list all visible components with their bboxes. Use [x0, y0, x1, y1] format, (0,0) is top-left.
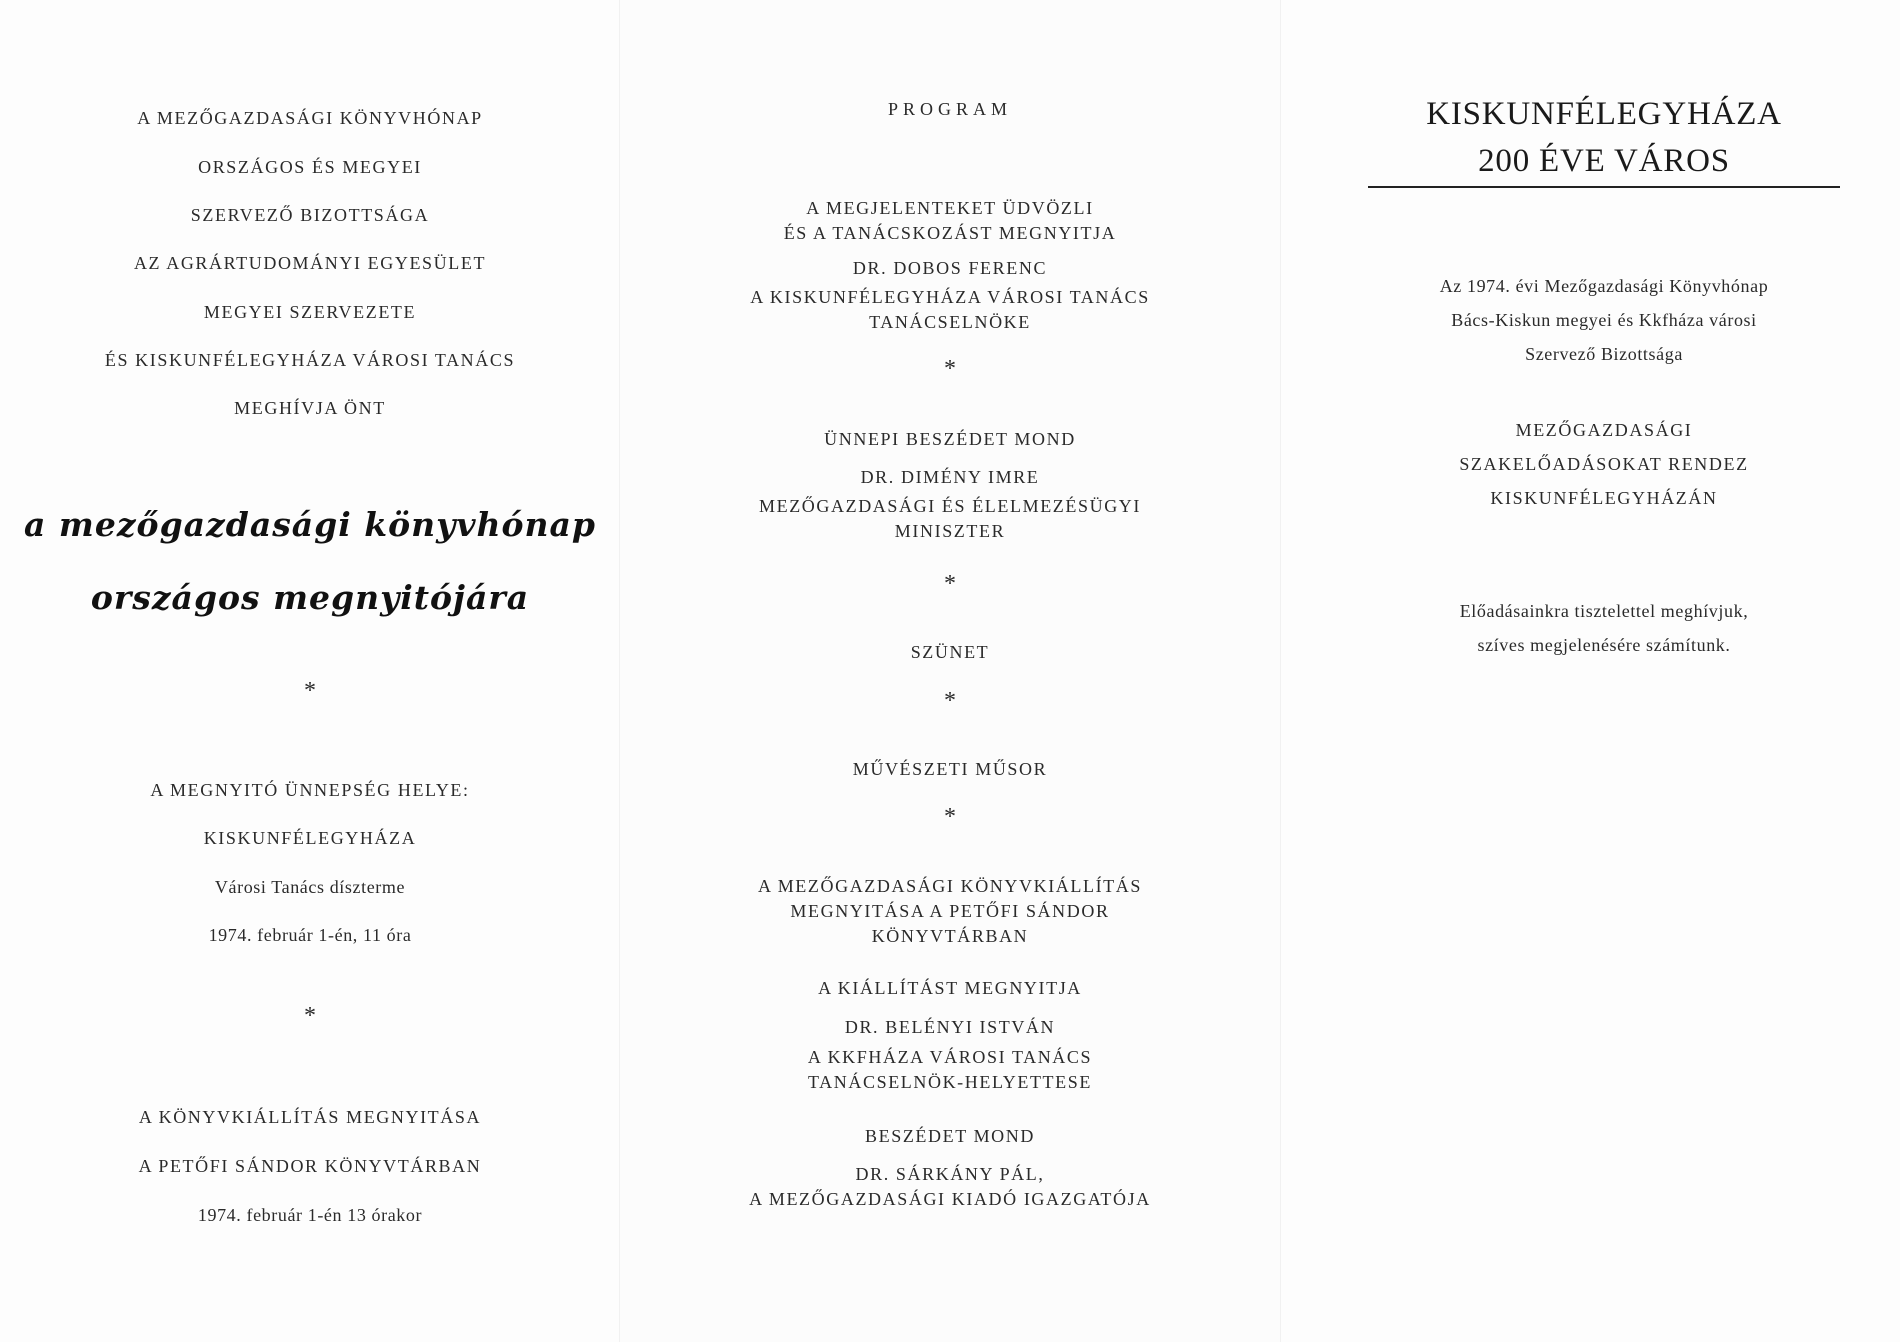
- lecture-announcement: KISKUNFÉLEGYHÁZÁN: [1490, 488, 1718, 508]
- cover-panel: [1280, 0, 1900, 1342]
- exhibition-line: A KÖNYVKIÁLLÍTÁS MEGNYITÁSA: [138, 1107, 482, 1127]
- title-underline: [1368, 186, 1840, 188]
- separator-star: *: [304, 1003, 316, 1029]
- organizer-line: ORSZÁGOS ÉS MEGYEI: [198, 157, 422, 177]
- program-text: KÖNYVTÁRBAN: [871, 926, 1029, 946]
- program-text: ÉS A TANÁCSKOZÁST MEGNYITJA: [783, 223, 1117, 243]
- organizer-line: SZERVEZŐ BIZOTTSÁGA: [190, 205, 430, 225]
- program-item-speech: ÜNNEPI BESZÉDET MOND: [824, 429, 1076, 449]
- venue-time: 1974. február 1-én, 11 óra: [208, 925, 412, 945]
- organizer-text: Bács-Kiskun megyei és Kkfháza városi: [1451, 310, 1757, 330]
- program-text: TANÁCSELNÖK-HELYETTESE: [808, 1072, 1092, 1092]
- script-title-line: a mezőgazdasági könyvhónap: [24, 505, 596, 544]
- program-heading: PROGRAM: [887, 99, 1013, 119]
- program-item-exhibition-opening: A KIÁLLÍTÁST MEGNYITJA: [818, 978, 1082, 998]
- program-text: MEGNYITÁSA A PETŐFI SÁNDOR: [790, 901, 1110, 921]
- venue-heading: A MEGNYITÓ ÜNNEPSÉG HELYE:: [150, 780, 470, 800]
- exhibition-line: A PETŐFI SÁNDOR KÖNYVTÁRBAN: [138, 1156, 482, 1176]
- invitation-closing: Előadásainkra tisztelettel meghívjuk,: [1459, 601, 1749, 621]
- invites-you-line: MEGHÍVJA ÖNT: [234, 398, 386, 418]
- cover-subtitle: 200 ÉVE VÁROS: [1478, 143, 1730, 179]
- organizer-line: A MEZŐGAZDASÁGI KÖNYVHÓNAP: [137, 108, 483, 128]
- program-text: A MEGJELENTEKET ÜDVÖZLI: [806, 198, 1094, 218]
- separator-star: *: [944, 571, 956, 597]
- program-text: MEZŐGAZDASÁGI ÉS ÉLELMEZÉSÜGYI: [759, 496, 1141, 516]
- program-text: A MEZŐGAZDASÁGI KÖNYVKIÁLLÍTÁS: [758, 876, 1142, 896]
- program-item-pause: SZÜNET: [910, 642, 990, 662]
- program-text: A KISKUNFÉLEGYHÁZA VÁROSI TANÁCS: [750, 287, 1150, 307]
- organizer-text: Szervező Bizottsága: [1525, 344, 1683, 364]
- program-item-speech: BESZÉDET MOND: [865, 1126, 1035, 1146]
- program-text: A MEZŐGAZDASÁGI KIADÓ IGAZGATÓJA: [749, 1189, 1151, 1209]
- program-item-arts: MŰVÉSZETI MŰSOR: [852, 759, 1048, 779]
- cover-title: KISKUNFÉLEGYHÁZA: [1426, 96, 1782, 132]
- program-panel: [620, 0, 1280, 1342]
- separator-star: *: [944, 804, 956, 830]
- organizer-text: Az 1974. évi Mezőgazdasági Könyvhónap: [1439, 276, 1769, 296]
- separator-star: *: [944, 688, 956, 714]
- program-speaker-title: [620, 1045, 1280, 1095]
- venue-city: KISKUNFÉLEGYHÁZA: [203, 828, 417, 848]
- program-speaker-title: [620, 285, 1280, 335]
- exhibition-time: 1974. február 1-én 13 órakor: [197, 1205, 423, 1225]
- program-text: TANÁCSELNÖKE: [869, 312, 1031, 332]
- program-item-exhibition: [620, 874, 1280, 949]
- invitation-panel: [0, 0, 620, 1342]
- organizer-line: AZ AGRÁRTUDOMÁNYI EGYESÜLET: [133, 253, 487, 273]
- program-text: DR. SÁRKÁNY PÁL,: [855, 1164, 1045, 1184]
- venue-room: Városi Tanács díszterme: [214, 877, 406, 897]
- program-speaker: DR. DIMÉNY IMRE: [860, 467, 1040, 487]
- program-text: MINISZTER: [894, 521, 1006, 541]
- program-text: A KKFHÁZA VÁROSI TANÁCS: [807, 1047, 1093, 1067]
- organizer-line: ÉS KISKUNFÉLEGYHÁZA VÁROSI TANÁCS: [104, 350, 516, 370]
- separator-star: *: [944, 356, 956, 382]
- organizer-line: MEGYEI SZERVEZETE: [203, 302, 417, 322]
- script-title-line: országos megnyitójára: [90, 578, 530, 617]
- invitation-closing: szíves megjelenésére számítunk.: [1477, 635, 1731, 655]
- program-speaker-title: [620, 494, 1280, 544]
- separator-star: *: [304, 678, 316, 704]
- lecture-announcement: MEZŐGAZDASÁGI: [1515, 420, 1693, 440]
- program-item-opening: [620, 196, 1280, 246]
- program-speaker: DR. DOBOS FERENC: [852, 258, 1048, 278]
- lecture-announcement: SZAKELŐADÁSOKAT RENDEZ: [1459, 454, 1749, 474]
- program-speaker: DR. BELÉNYI ISTVÁN: [844, 1017, 1056, 1037]
- program-speaker: [620, 1162, 1280, 1212]
